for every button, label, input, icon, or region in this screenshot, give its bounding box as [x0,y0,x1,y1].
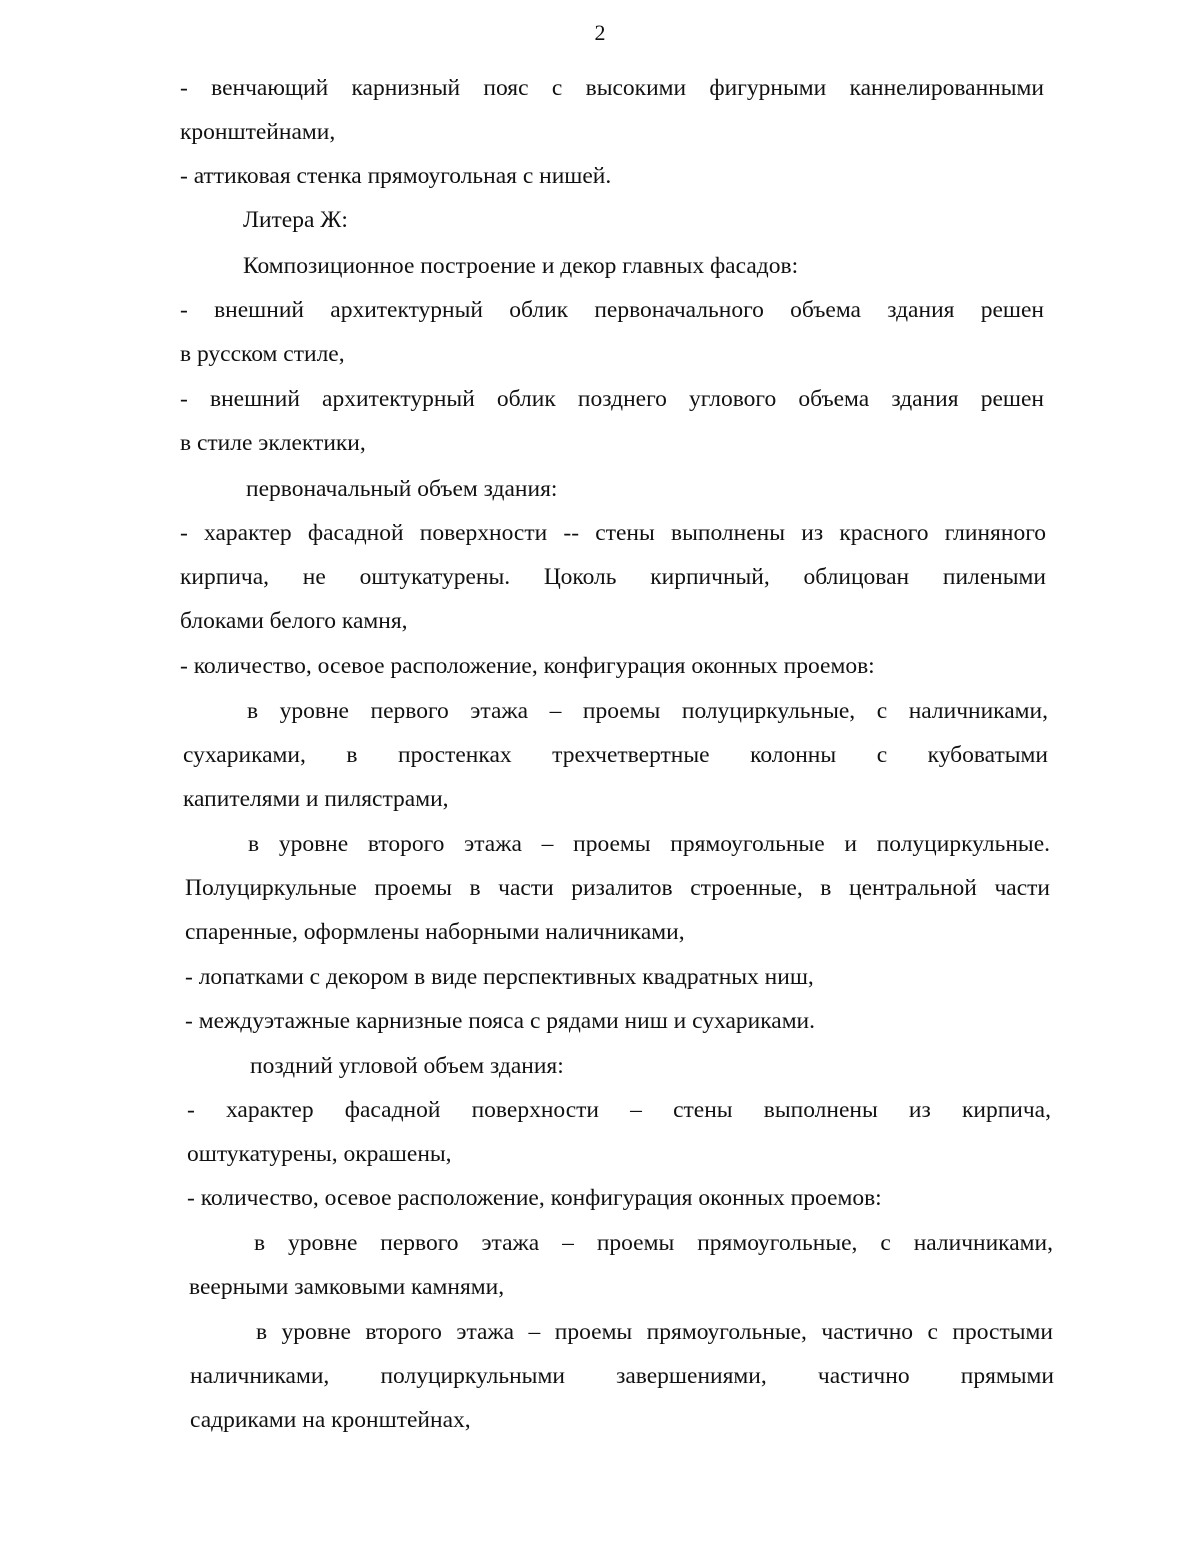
text-line: в уровне второго этажа – проемы прямоугольные, частично с простыми [256,1319,1053,1345]
text-line: - лопатками с декором в виде перспективных квадратных ниш, [185,964,814,990]
text-line: блоками белого камня, [180,608,408,634]
page-number: 2 [594,20,606,45]
text-line: кронштейнами, [180,119,336,145]
text-line: в уровне второго этажа – проемы прямоугольные и полуциркульные. [248,831,1050,857]
text-line: в уровне первого этажа – проемы прямоугольные, с наличниками, [254,1230,1053,1256]
text-line: садриками на кронштейнах, [190,1407,471,1433]
text-line: спаренные, оформлены наборными наличниками, [185,919,685,945]
text-line: - характер фасадной поверхности – стены выполнены из кирпича, [187,1097,1051,1123]
text-line: Композиционное построение и декор главных фасадов: [243,253,799,279]
text-line: кирпича, не оштукатурены. Цоколь кирпичный, облицован пилеными [180,564,1046,590]
text-line: Полуциркульные проемы в части ризалитов строенные, в центральной части [185,875,1050,901]
text-line: наличниками, полуциркульными завершениями, частично прямыми [190,1363,1054,1389]
text-line: - количество, осевое расположение, конфигурация оконных проемов: [187,1185,882,1211]
text-line: оштукатурены, окрашены, [187,1141,452,1167]
text-line: - аттиковая стенка прямоугольная с нишей. [180,163,612,189]
section-heading: Литера Ж: [243,207,348,233]
text-line: - внешний архитектурный облик позднего углового объема здания решен [180,386,1044,412]
text-line: - количество, осевое расположение, конфигурация оконных проемов: [180,653,875,679]
text-line: в уровне первого этажа – проемы полуциркульные, с наличниками, [247,698,1048,724]
text-line: в стиле эклектики, [180,430,366,456]
text-line: сухариками, в простенках трехчетвертные колонны с кубоватыми [183,742,1048,768]
subsection-heading: поздний угловой объем здания: [250,1053,564,1079]
text-line: - характер фасадной поверхности -- стены выполнены из красного глиняного [180,520,1046,546]
text-line: веерными замковыми камнями, [189,1274,505,1300]
text-line: - внешний архитектурный облик первоначального объема здания решен [180,297,1044,323]
text-line: в русском стиле, [180,341,345,367]
text-line: - междуэтажные карнизные пояса с рядами ниш и сухариками. [185,1008,816,1034]
text-line: - венчающий карнизный пояс с высокими фигурными каннелированными [180,75,1044,101]
subsection-heading: первоначальный объем здания: [246,476,558,502]
text-line: капителями и пилястрами, [183,786,449,812]
